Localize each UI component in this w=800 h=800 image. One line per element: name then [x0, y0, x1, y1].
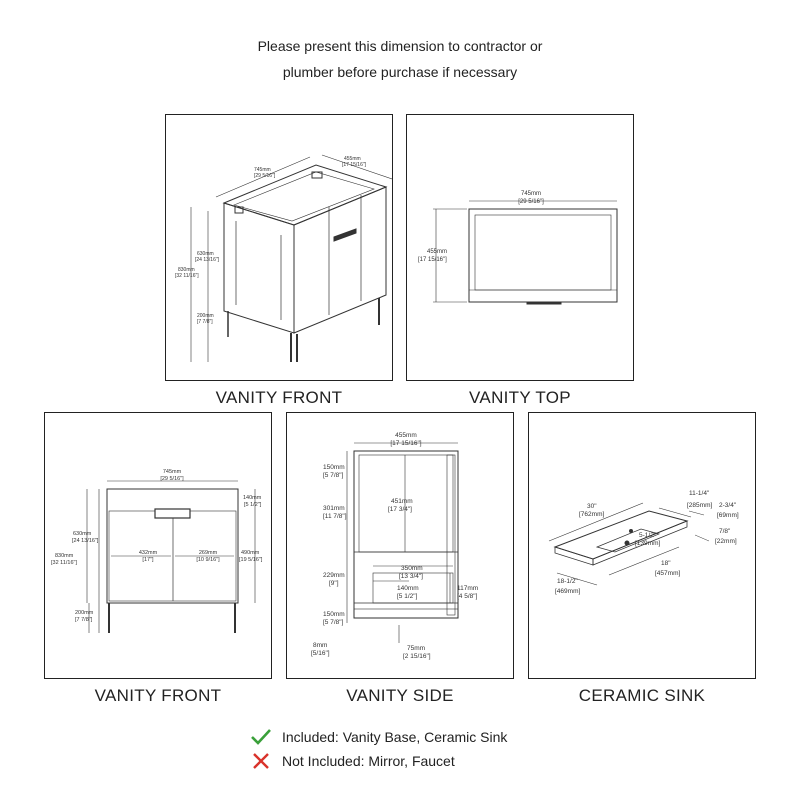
dim-h150a-in: [5 7/8"]: [323, 472, 344, 479]
dim-h630-in: [24 13/16"]: [72, 538, 99, 544]
dim-w18: 18": [661, 560, 671, 567]
dim-w140: 140mm: [397, 585, 419, 592]
dim-h630-in: [24 13/16"]: [195, 257, 220, 263]
dim-depth: 455mm: [427, 249, 448, 255]
ceramic-sink-labels: [529, 413, 756, 679]
dim-h8: 8mm: [313, 642, 328, 649]
dim-h200: 200mm: [75, 610, 94, 616]
dim-d78-mm: [22mm]: [715, 538, 737, 545]
dim-width-in: [29 5/16"]: [518, 199, 544, 205]
dim-h117: 117mm: [457, 585, 479, 592]
vanity-top-labels: [407, 115, 634, 381]
dim-h229: 229mm: [323, 572, 345, 579]
dim-h490-in: [19 5/16"]: [239, 557, 263, 563]
vanity-side-labels: [287, 413, 514, 679]
caption-ceramic-sink: CERAMIC SINK: [578, 686, 706, 705]
dim-width: 745mm: [162, 469, 182, 475]
dim-d18: 18-1/2": [557, 578, 578, 585]
dim-h200-in: [7 7/8"]: [197, 319, 213, 325]
dim-w11: 11-1/4": [689, 490, 710, 497]
dim-w30-mm: [762mm]: [579, 511, 605, 518]
caption-vanity-front: VANITY FRONT: [94, 686, 222, 705]
dim-h630: 630mm: [73, 531, 92, 537]
vanity-front-3d-labels: [166, 115, 393, 381]
dim-h150b-in: [5 7/8"]: [323, 619, 344, 626]
dim-h451-in: [17 3/4"]: [388, 506, 412, 513]
dim-width-in: [29 5/16"]: [160, 476, 184, 482]
ceramic-sink-panel: [528, 412, 756, 679]
legend-not-included-text: Not Included: Mirror, Faucet: [282, 753, 455, 769]
dim-w75-in: [2 15/16"]: [403, 653, 431, 660]
dim-width-in: [29 5/16"]: [254, 173, 276, 179]
dim-w140-in: [5 1/2"]: [397, 593, 418, 600]
dim-d78: 7/8": [719, 528, 731, 535]
vanity-front-labels: [45, 413, 272, 679]
dim-d55: 5-1/2": [639, 532, 657, 539]
dim-w432-in: [17"]: [142, 557, 154, 563]
vanity-top-panel: [406, 114, 634, 381]
dim-d23: 2-3/4": [719, 502, 737, 509]
dim-h830-in: [32 11/16"]: [51, 560, 78, 566]
vanity-side-panel: [286, 412, 514, 679]
dim-w269-in: [10 9/16"]: [196, 557, 220, 563]
dim-h200-in: [7 7/8"]: [75, 617, 93, 623]
dim-h200: 200mm: [197, 313, 214, 319]
header-line-1: Please present this dimension to contractor or: [257, 38, 543, 54]
dim-h830: 830mm: [55, 553, 74, 559]
dim-h451: 451mm: [391, 498, 413, 505]
dim-w18-mm: [457mm]: [655, 570, 681, 577]
dim-d23-mm: [69mm]: [717, 512, 739, 519]
check-icon: [250, 728, 272, 746]
dim-h150a: 150mm: [323, 464, 345, 471]
caption-vanity-top: VANITY TOP: [469, 388, 571, 407]
dim-w11-mm: [285mm]: [687, 502, 713, 509]
dim-h301: 301mm: [323, 505, 345, 512]
dim-width: 745mm: [520, 191, 542, 197]
dim-w432: 432mm: [138, 550, 158, 556]
legend-not-included: [250, 752, 455, 770]
dim-h490: 490mm: [241, 550, 260, 556]
dim-depth-in: [17 15/16"]: [390, 440, 422, 447]
vanity-front-panel: [44, 412, 272, 679]
header-line-2: plumber before purchase if necessary: [282, 64, 518, 80]
dim-depth: 455mm: [395, 432, 417, 439]
dim-d55-mm: [139mm]: [635, 540, 661, 547]
dim-h301-in: [11 7/8"]: [323, 513, 347, 520]
cross-icon: [250, 752, 272, 770]
dim-h830: 830mm: [178, 267, 195, 273]
caption-vanity-side: VANITY SIDE: [346, 686, 454, 705]
dim-w350: 350mm: [401, 565, 423, 572]
vanity-front-3d-panel: [165, 114, 393, 381]
dim-depth-in: [17 15/16"]: [342, 162, 367, 168]
dim-depth: 455mm: [344, 156, 361, 162]
dim-depth-in: [17 15/16"]: [418, 257, 447, 263]
dim-d18-mm: [469mm]: [555, 588, 581, 595]
dim-h830-in: [32 11/16"]: [175, 273, 199, 279]
dim-w350-in: [13 3/4"]: [399, 573, 423, 580]
dim-width: 745mm: [254, 167, 271, 173]
dim-h8-in: [5/16"]: [311, 650, 330, 657]
dim-w75: 75mm: [407, 645, 426, 652]
dim-w30: 30": [587, 503, 597, 510]
dim-h140-in: [5 1/2"]: [244, 502, 262, 508]
dim-h140: 140mm: [243, 495, 262, 501]
caption-vanity-front-3d: VANITY FRONT: [215, 388, 343, 407]
dim-h117-in: [4 5/8"]: [457, 593, 478, 600]
dim-h630: 630mm: [197, 251, 214, 257]
dim-h229-in: [9"]: [329, 580, 339, 587]
dim-h150b: 150mm: [323, 611, 345, 618]
dim-w269: 269mm: [198, 550, 218, 556]
legend-included-text: Included: Vanity Base, Ceramic Sink: [282, 729, 508, 745]
legend-included: [250, 728, 507, 746]
